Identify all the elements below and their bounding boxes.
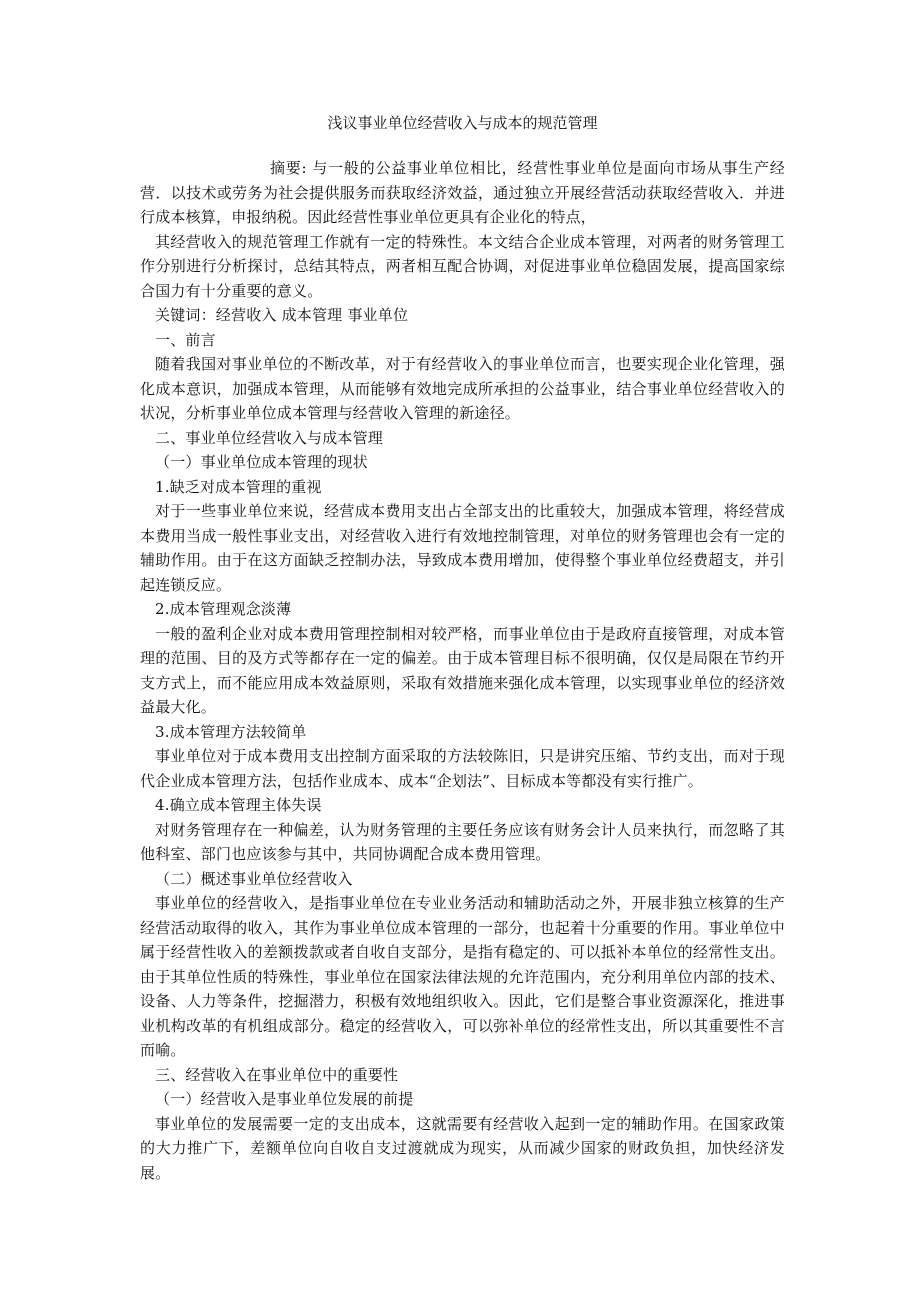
item-heading-2: 2.成本管理观念淡薄 <box>155 600 292 618</box>
body-paragraph: 事业单位的发展需要一定的支出成本，这就需要有经营收入起到一定的辅助作用。在国家政策的大力推广下，差额单位向自收自支过渡就成为现实，从而减少国家的财政负担，加快经济发展。 <box>140 1114 785 1182</box>
body-paragraph: 对于一些事业单位来说，经营成本费用支出占全部支出的比重较大，加强成本管理，将经营成本费用当成一般性事业支出，对经营收入进行有效地控制管理，对单位的财务管理也会有一定的辅助作用。由于在这方面缺乏控制办法，导致成本费用增加，使得整个事业单位经费超支，并引起连锁反应。 <box>140 502 785 594</box>
document-title: 浅议事业单位经营收入与成本的规范管理 <box>327 114 598 132</box>
subsection-heading-2-1: （一）事业单位成本管理的现状 <box>155 453 368 471</box>
keywords-line: 关键词：经营收入 成本管理 事业单位 <box>155 306 409 324</box>
section-heading-1: 一、前言 <box>155 330 216 349</box>
body-paragraph: 事业单位对于成本费用支出控制方面采取的方法较陈旧，只是讲究压缩、节约支出，而对于现代企业成本管理方法，包括作业成本、成本“企划法”、目标成本等都没有实行推广。 <box>140 747 785 790</box>
body-paragraph: 对财务管理存在一种偏差，认为财务管理的主要任务应该有财务会计人员来执行，而忽略了其他科室、部门也应该参与其中，共同协调配合成本费用管理。 <box>140 820 785 863</box>
item-heading-3: 3.成本管理方法较简单 <box>155 722 307 741</box>
body-paragraph: 随着我国对事业单位的不断改革，对于有经营收入的事业单位而言，也要实现企业化管理，强化成本意识，加强成本管理，从而能够有效地完成所承担的公益事业，结合事业单位经营收入的状况，分析事业单位成本管理与经营收入管理的新途径。 <box>140 355 785 422</box>
subsection-heading-2-2: （二）概述事业单位经营收入 <box>155 869 353 888</box>
abstract-paragraph: 摘要: 与一般的公益事业单位相比，经营性事业单位是面向市场从事生产经营．以技术或劳务为社会提供服务而获取经济效益，通过独立开展经营活动获取经营收入．并进行成本核算，申报纳税。因此经营性事业单位更具有企业化的特点， <box>140 159 785 226</box>
section-heading-2: 二、事业单位经营收入与成本管理 <box>155 428 384 447</box>
document-page <box>140 112 785 1185</box>
section-heading-3: 三、经营收入在事业单位中的重要性 <box>155 1065 399 1084</box>
subsection-heading-3-1: （一）经营收入是事业单位发展的前提 <box>155 1090 414 1108</box>
item-heading-4: 4.确立成本管理主体失误 <box>155 796 322 814</box>
body-paragraph: 一般的盈利企业对成本费用管理控制相对较严格，而事业单位由于是政府直接管理，对成本管理的范围、目的及方式等都存在一定的偏差。由于成本管理目标不很明确，仅仅是局限在节约开支方式上，而不能应用成本效益原则，采取有效措施来强化成本管理，以实现事业单位的经济效益最大化。 <box>140 624 785 716</box>
item-heading-1: 1.缺乏对成本管理的重视 <box>155 477 322 496</box>
body-paragraph: 事业单位的经营收入，是指事业单位在专业业务活动和辅助活动之外，开展非独立核算的生产经营活动取得的收入，其作为事业单位成本管理的一部分，也起着十分重要的作用。事业单位中属于经营性收入的差额拨款或者自收自支部分，是指有稳定的、可以抵补本单位的经常性支出。由于其单位性质的特殊性，事业单位在国家法律法规的允许范围内，充分利用单位内部的技术、设备、人力等条件，挖掘潜力，积极有效地组织收入。因此，它们是整合事业资源深化，推进事业机构改革的有机组成部分。稳定的经营收入，可以弥补单位的经常性支出，所以其重要性不言而喻。 <box>140 894 785 1059</box>
abstract-continuation: 其经营收入的规范管理工作就有一定的特殊性。本文结合企业成本管理，对两者的财务管理工作分别进行分析探讨，总结其特点，两者相互配合协调，对促进事业单位稳固发展，提高国家综合国力有十分重要的意义。 <box>140 232 785 300</box>
